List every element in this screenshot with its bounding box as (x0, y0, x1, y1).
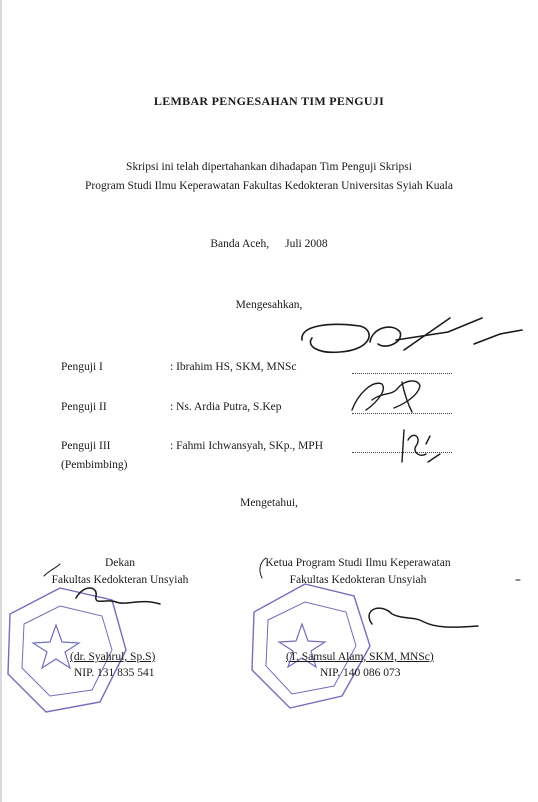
examiner-3-signature (402, 430, 440, 462)
examiner-1-signature (302, 318, 522, 352)
page-title: LEMBAR PENGESAHAN TIM PENGUJI (153, 94, 385, 108)
examiner-2-name: : Ns. Ardia Putra, S.Kep (170, 401, 282, 413)
examiner-1-role: Penguji I (61, 361, 103, 373)
dean-signature (76, 588, 160, 604)
program-head-faculty: Fakultas Kedokteran Unsyiah (289, 574, 427, 586)
dean-nip: NIP. 131 835 541 (74, 667, 155, 679)
dean-title: Dekan (104, 557, 135, 569)
dean-block (40, 555, 200, 589)
program-head-name: (T. Samsul Alam, SKM, MNSc) (286, 651, 434, 663)
program-head-block (258, 555, 458, 589)
program-head-title: Ketua Program Studi Ilmu Keperawatan (265, 557, 451, 569)
examiner-2-role: Penguji II (61, 401, 107, 413)
left-stamp (8, 588, 126, 712)
program-head-nip: NIP. 140 086 073 (320, 667, 401, 679)
place: Banda Aceh, (210, 238, 270, 250)
examiner-3-role-note: (Pembimbing) (61, 459, 128, 471)
examiner-1-name: : Ibrahim HS, SKM, MNSc (170, 361, 297, 373)
statement-line-1: Skripsi ini telah dipertahankan dihadapan Tim Penguji Skripsi (126, 161, 412, 173)
right-stamp (252, 584, 370, 708)
examiner-3-name: : Fahmi Ichwansyah, SKp., MPH (170, 440, 324, 452)
acknowledge-label: Mengetahui, (240, 497, 298, 509)
head-signature (369, 608, 478, 627)
examiner-3-role: Penguji III (61, 440, 111, 452)
statement-line-2: Program Studi Ilmu Keperawatan Fakultas Kedokteran Universitas Syiah Kuala (85, 180, 453, 192)
dean-name: (dr. Syahrul, Sp.S) (70, 651, 156, 663)
examiner-2-signature (352, 381, 420, 412)
approval-label: Mengesahkan, (235, 299, 303, 311)
dean-faculty: Fakultas Kedokteran Unsyiah (51, 574, 189, 586)
date: Juli 2008 (285, 238, 328, 250)
